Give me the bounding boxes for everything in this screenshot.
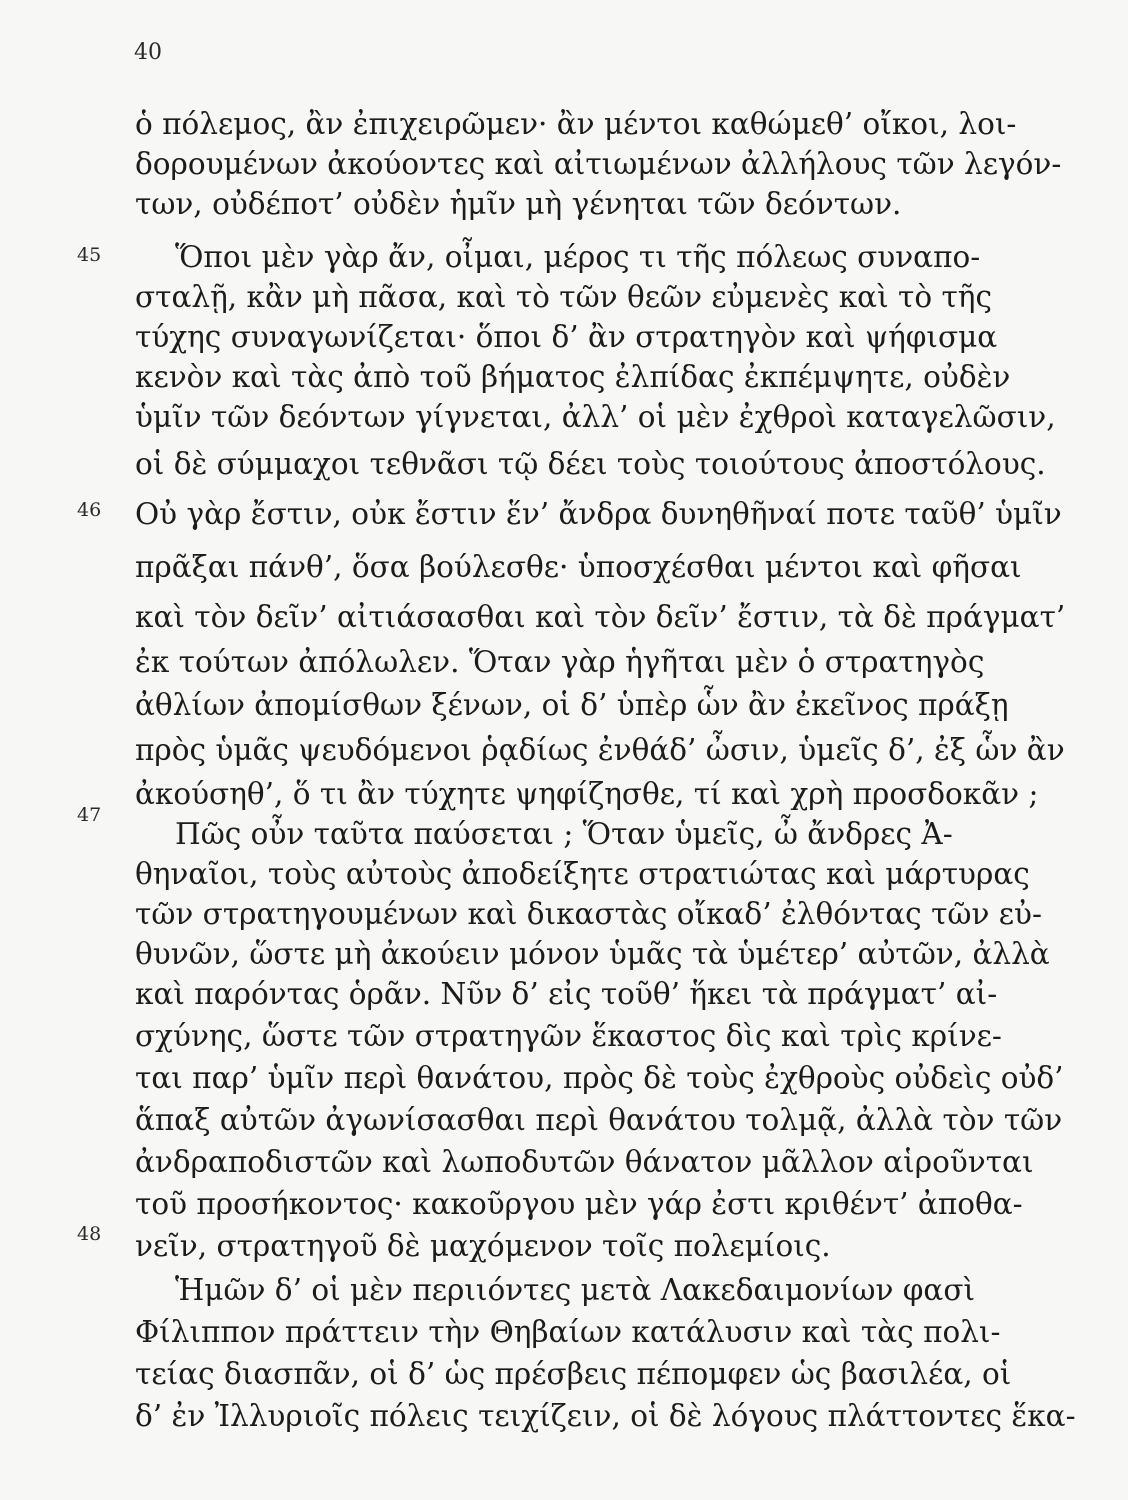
text-line: τύχης συναγωνίζεται· ὅποι δ’ ἂν στρατηγὸν καὶ ψήφισμα [135,320,998,354]
text-line: Πῶς οὖν ταῦτα παύσεται ; Ὅταν ὑμεῖς, ὦ ἄνδρες Ἀ- [175,817,953,851]
text-line: πρᾶξαι πάνθ’, ὅσα βούλεσθε· ὑποσχέσθαι μέντοι καὶ φῆσαι [135,550,1022,584]
text-line: καὶ τὸν δεῖν’ αἰτιάσασθαι καὶ τὸν δεῖν’ ἔστιν, τὰ δὲ πράγματ’ [135,600,1066,634]
text-line: ὑμῖν τῶν δεόντων γίγνεται, ἀλλ’ οἱ μὲν ἐχθροὶ καταγελῶσιν, [135,400,1056,434]
text-line: ἐκ τούτων ἀπόλωλεν. Ὅταν γὰρ ἡγῆται μὲν ὁ στρατηγὸς [135,645,985,679]
text-line: ἀθλίων ἀπομίσθων ξένων, οἱ δ’ ὑπὲρ ὧν ἂν ἐκεῖνος πράξῃ [135,688,1009,722]
text-line: Ὅποι μὲν γὰρ ἄν, οἶμαι, μέρος τι τῆς πόλεως συναπο- [175,240,981,274]
text-line: δ’ ἐν Ἰλλυριοῖς πόλεις τειχίζειν, οἱ δὲ λόγους πλάττοντες ἕκα- [135,1399,1076,1433]
text-line: ἅπαξ αὐτῶν ἀγωνίσασθαι περὶ θανάτου τολμᾷ, ἀλλὰ τὸν τῶν [135,1103,1063,1137]
text-line: τῶν στρατηγουμένων καὶ δικαστὰς οἴκαδ’ ἐλθόντας τῶν εὐ- [135,897,1042,931]
section-number-45: 45 [77,244,102,266]
section-number-48: 48 [77,1223,102,1245]
text-line: ται παρ’ ὑμῖν περὶ θανάτου, πρὸς δὲ τοὺς ἐχθροὺς οὐδεὶς οὐδ’ [135,1061,1064,1095]
text-line: Φίλιππον πράττειν τὴν Θηβαίων κατάλυσιν καὶ τὰς πολι- [135,1315,1001,1349]
text-line: τείας διασπᾶν, οἱ δ’ ὡς πρέσβεις πέπομφεν ὡς βασιλέα, οἱ [135,1357,1012,1391]
text-line: οἱ δὲ σύμμαχοι τεθνᾶσι τῷ δέει τοὺς τοιούτους ἀποστόλους. [135,447,1046,481]
text-line: κενὸν καὶ τὰς ἀπὸ τοῦ βήματος ἐλπίδας ἐκπέμψητε, οὐδὲν [135,360,1011,394]
text-line: πρὸς ὑμᾶς ψευδόμενοι ῥᾳδίως ἐνθάδ’ ὦσιν, ὑμεῖς δ’, ἐξ ὧν ἂν [135,733,1065,767]
text-line: σχύνης, ὥστε τῶν στρατηγῶν ἕκαστος δὶς καὶ τρὶς κρίνε- [135,1019,1002,1053]
text-line: νεῖν, στρατηγοῦ δὲ μαχόμενον τοῖς πολεμίοις. [135,1229,831,1263]
text-line: Ἡμῶν δ’ οἱ μὲν περιιόντες μετὰ Λακεδαιμονίων φασὶ [175,1273,976,1307]
text-line: θυνῶν, ὥστε μὴ ἀκούειν μόνον ὑμᾶς τὰ ὑμέτερ’ αὐτῶν, ἀλλὰ [135,937,1050,971]
text-line: τοῦ προσήκοντος· κακοῦργου μὲν γάρ ἐστι κριθέντ’ ἀποθα- [135,1187,1023,1221]
text-line: ὁ πόλεμος, ἂν ἐπιχειρῶμεν· ἂν μέντοι καθώμεθ’ οἴκοι, λοι- [135,107,1017,141]
text-line: θηναῖοι, τοὺς αὐτοὺς ἀποδείξητε στρατιώτας καὶ μάρτυρας [135,857,1030,891]
page-number: 40 [134,40,162,65]
text-line: ἀνδραποδιστῶν καὶ λωποδυτῶν θάνατον μᾶλλον αἱροῦνται [135,1145,1034,1179]
text-line: σταλῇ, κἂν μὴ πᾶσα, καὶ τὸ τῶν θεῶν εὐμενὲς καὶ τὸ τῆς [135,280,992,314]
text-line: ἀκούσηθ’, ὅ τι ἂν τύχητε ψηφίζησθε, τί καὶ χρὴ προσδοκᾶν ; [135,777,1039,811]
text-line: Οὐ γὰρ ἔστιν, οὐκ ἔστιν ἕν’ ἄνδρα δυνηθῆναί ποτε ταῦθ’ ὑμῖν [135,497,1062,531]
section-number-46: 46 [77,499,102,521]
text-line: δορουμένων ἀκούοντες καὶ αἰτιωμένων ἀλλήλους τῶν λεγόν- [135,147,1062,181]
text-line: των, οὐδέποτ’ οὐδὲν ἡμῖν μὴ γένηται τῶν δεόντων. [135,187,902,221]
text-line: καὶ παρόντας ὁρᾶν. Νῦν δ’ εἰς τοῦθ’ ἥκει τὰ πράγματ’ αἰ- [135,977,998,1011]
section-number-47: 47 [77,804,102,826]
